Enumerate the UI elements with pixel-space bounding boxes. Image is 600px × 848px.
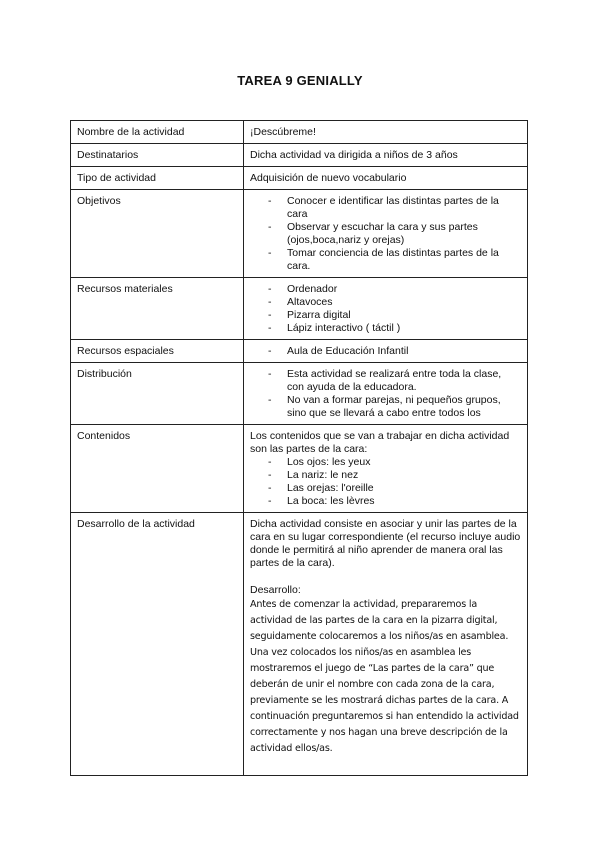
- row-value: [244, 425, 528, 513]
- list-item: - Observar y escuchar la cara y sus partes (ojos,boca,nariz y orejas): [250, 221, 521, 247]
- table-row: [71, 190, 528, 278]
- activity-table: [70, 120, 528, 776]
- table-row: [71, 144, 528, 167]
- row-value: Dicha actividad va dirigida a niños de 3 años: [244, 144, 528, 167]
- materials-list: [250, 283, 521, 335]
- table-row: [71, 278, 528, 340]
- table-row: [71, 167, 528, 190]
- row-value: Adquisición de nuevo vocabulario: [244, 167, 528, 190]
- row-label: Tipo de actividad: [71, 167, 244, 190]
- objectives-list: [250, 195, 521, 273]
- distribution-list: [250, 368, 521, 420]
- table-row: [71, 121, 528, 144]
- list-item: - Ordenador: [250, 283, 521, 296]
- row-value: [244, 340, 528, 363]
- row-label: Desarrollo de la actividad: [71, 513, 244, 776]
- contents-intro: Los contenidos que se van a trabajar en dicha actividad son las partes de la cara:: [250, 430, 510, 455]
- list-item: - Altavoces: [250, 296, 521, 309]
- page-title: TAREA 9 GENIALLY: [237, 73, 363, 88]
- row-value: [244, 278, 528, 340]
- row-label: Contenidos: [71, 425, 244, 513]
- development-body: Antes de comenzar la actividad, prepararemos la actividad de las partes de la cara en la pizarra digital, seguidamente colocaremos a los niños/as en asamblea. Una vez colocados los niños/as en asamblea les mostraremos el juego de “Las partes de la cara” que deberán de unir el nombre con cada zona de la cara, previamente se les mostrará dichas partes de la cara. A continuación preguntaremos si han entendido la actividad correctamente y nos hagan una breve descripción de la actividad ellos/as.: [250, 599, 519, 754]
- row-value: [244, 363, 528, 425]
- row-value: [244, 190, 528, 278]
- list-item: - No van a formar parejas, ni pequeños grupos, sino que se llevará a cabo entre todos los: [250, 394, 521, 420]
- table-row: [71, 363, 528, 425]
- development-intro: Dicha actividad consiste en asociar y unir las partes de la cara en su lugar correspondiente (el recurso incluye audio donde le permitirá al niño aprender de manera oral las partes de la cara).: [250, 518, 521, 569]
- list-item: - Los ojos: les yeux: [250, 456, 521, 469]
- row-label: Destinatarios: [71, 144, 244, 167]
- list-item: - Las orejas: l'oreille: [250, 482, 521, 495]
- row-label: Recursos espaciales: [71, 340, 244, 363]
- list-item: - La nariz: le nez: [250, 469, 521, 482]
- list-item: - Aula de Educación Infantil: [250, 345, 521, 358]
- table-row: [71, 340, 528, 363]
- spaces-list: [250, 345, 521, 358]
- list-item: - Esta actividad se realizará entre toda la clase, con ayuda de la educadora.: [250, 368, 521, 394]
- row-label: Distribución: [71, 363, 244, 425]
- list-item: - Pizarra digital: [250, 309, 521, 322]
- list-item: - Tomar conciencia de las distintas partes de la cara.: [250, 247, 521, 273]
- development-subheading: Desarrollo:: [250, 584, 301, 596]
- row-value: [244, 513, 528, 776]
- table-row: [71, 513, 528, 776]
- row-label: Objetivos: [71, 190, 244, 278]
- list-item: - Conocer e identificar las distintas partes de la cara: [250, 195, 521, 221]
- row-value: ¡Descúbreme!: [244, 121, 528, 144]
- list-item: - Lápiz interactivo ( táctil ): [250, 322, 521, 335]
- row-label: Recursos materiales: [71, 278, 244, 340]
- table-row: [71, 425, 528, 513]
- list-item: - La boca: les lèvres: [250, 495, 521, 508]
- row-label: Nombre de la actividad: [71, 121, 244, 144]
- contents-list: [250, 456, 521, 508]
